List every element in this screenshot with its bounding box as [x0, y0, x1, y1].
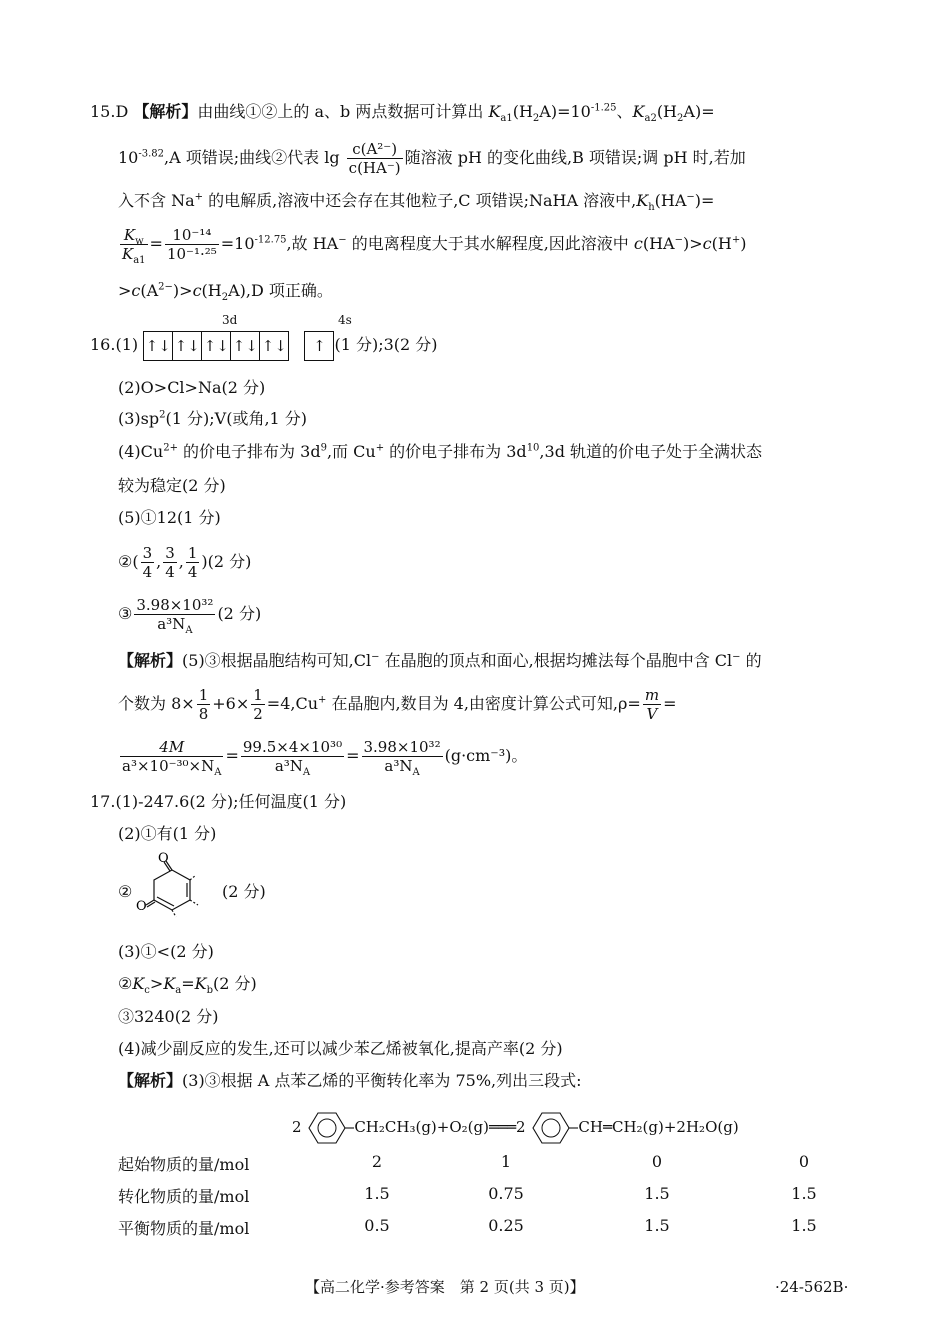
benzene-ring-icon: [306, 1111, 354, 1145]
orbital-box-4s: [304, 331, 334, 361]
orbital-4s-label: 4s: [338, 313, 352, 327]
coord-fraction: $\frac{3}{4}$: [165, 544, 175, 581]
svg-text:O: O: [136, 899, 147, 914]
svg-text:O: O: [158, 851, 169, 866]
density-fraction-1: $\frac{4M}{a^3\times 10^{-30}\times N_A}$: [122, 738, 222, 778]
ratio-fraction: $\frac{\text{10⁻¹⁴}}{\text{10⁻¹·²⁵}}$: [166, 226, 217, 263]
q16-line1: 16.(1) ↑↓ ↑↓ ↑↓ ↑↓ ↑↓ ↑ (1 分);3(2 分): [90, 330, 438, 361]
orbital-3d-label: 3d: [222, 313, 238, 327]
orbital-box: ↑↓: [202, 332, 231, 360]
density-fraction-2: $\frac{\text{99.5×4×10³⁰}}{a^3N_A}$: [242, 738, 343, 778]
q16-line6: (5)①12(1 分): [118, 508, 221, 527]
table-cell: 0.75: [488, 1184, 524, 1203]
q16-line3: $(3)sp^2(1$ 分);V(或角,1 分): [118, 409, 308, 428]
orbital-box: ↑↓: [260, 332, 289, 360]
q16-analysis-line2: 个数为 8× $\frac{1}{8}$ +6× $\frac{1}{2}$ =4,Cu+ 在晶胞内,数目为 4,由密度计算公式可知,ρ= $\frac{m}{V}$ =: [118, 686, 677, 723]
q16-line5: 较为稳定(2 分): [118, 476, 226, 495]
fraction-m-over-v: $\frac{m}{V}$: [644, 686, 660, 723]
table-cell: 1.5: [791, 1184, 817, 1203]
table-cell: 0: [651, 1152, 663, 1171]
q16-line8: ③ $\frac{\text{3.98×10³²}}{a^3N_A}$ (2 分): [118, 596, 262, 636]
q17-line7: (4)减少副反应的发生,还可以减少苯乙烯被氧化,提高产率(2 分): [118, 1039, 563, 1058]
q16-line2: (2)O>Cl>Na(2 分): [118, 378, 266, 397]
page-footer: 【高二化学·参考答案 第 2 页(共 3 页)】: [305, 1278, 585, 1296]
coord-fraction: $\frac{1}{4}$: [187, 544, 198, 581]
table-row-label: 平衡物质的量/mol: [118, 1219, 250, 1238]
q17-line3-tail: (2 分): [222, 882, 266, 901]
table-cell: 1.5: [644, 1184, 670, 1203]
q15-line3: 入不含 Na+ 的电解质,溶液中还会存在其他粒子,C 项错误;NaHA 溶液中$,K_h(HA^-)=$: [118, 191, 715, 214]
fraction-one-half: $\frac{1}{2}$: [253, 686, 263, 723]
reaction-equation: 2 CH₂CH₃(g)+O₂(g)═══2 CH═CH₂(g)+2H₂O(g): [292, 1111, 739, 1145]
table-cell: 0: [798, 1152, 810, 1171]
q16-line4: $(4)Cu^{2+}$ 的价电子排布为 $3d^9$,而 Cu+ 的价电子排布为 $3d^{10},3d$ 轨道的价电子处于全满状态: [118, 442, 763, 461]
table-cell: 0.5: [364, 1216, 390, 1235]
q15-line1: 15.D 【解析】由曲线①②上的 a、b 两点数据可计算出 $K_{a1}(H_2A)=10^{-1.25}$、$K_{a2}(H_2A)=$: [90, 102, 715, 125]
table-row-label: 起始物质的量/mol: [118, 1155, 250, 1174]
fraction-one-eighth: $\frac{1}{8}$: [198, 686, 209, 723]
q16-analysis-line1: 【解析】(5)③根据晶胞结构可知,Cl− 在晶胞的顶点和面心,根据均摊法每个晶胞中含 Cl− 的: [118, 651, 762, 670]
q16-line7: ②( $\frac{3}{4}$ , $\frac{3}{4}$ , $\frac{1}{4}$ )(2 分): [118, 544, 252, 581]
orbital-box: ↑↓: [231, 332, 260, 360]
orbital-box-3d: [143, 331, 289, 361]
density-fraction-3: $\frac{\text{3.98×10³²}}{a^3N_A}$: [363, 738, 441, 778]
q15-line4: $\frac{K_w}{K_{a1}}$ = $\frac{\text{10⁻¹⁴}}{\text{10⁻¹·²⁵}}$ $=10^{-12.75}$,故 HA− 的电离程度大于其水解程度,因此溶液中 c(HA−)>c(H+): [122, 226, 747, 266]
q17-line3: ②: [118, 882, 133, 901]
table-cell: 2: [371, 1152, 383, 1171]
analysis-label: 【解析】: [118, 651, 183, 670]
orbital-box: ↑↓: [173, 332, 202, 360]
q16-analysis-line3: $\frac{4M}{a^3\times 10^{-30}\times N_A}$ = $\frac{\text{99.5×4×10³⁰}}{a^3N_A}$ = $\frac{\text{3.98×10³²}}{a^3N_A}$ (g·cm⁻³)。: [122, 738, 528, 778]
orbital-box: ↑: [305, 332, 334, 360]
coord-fraction: $\frac{3}{4}$: [142, 544, 153, 581]
analysis-label: 【解析】: [118, 1071, 183, 1090]
q17-analysis: 【解析】(3)③根据 A 点苯乙烯的平衡转化率为 75%,列出三段式:: [118, 1071, 582, 1090]
quinone-structure-icon: [130, 850, 225, 922]
page-code: ·24-562B·: [775, 1278, 849, 1296]
q17-line5: $②K_c>K_a=K_b(2$ 分): [118, 974, 257, 997]
table-cell: 1: [500, 1152, 512, 1171]
table-cell: 1.5: [644, 1216, 670, 1235]
q15-line2: $10^{-3.82},A$ 项错误;曲线②代表 lg $\frac{\text{c(A²⁻)}}{c(HA^-)}$ 随溶液 pH 的变化曲线,B 项错误;调 pH 时,若加: [118, 140, 746, 177]
q17-line2: (2)①有(1 分): [118, 824, 217, 843]
table-cell: 1.5: [791, 1216, 817, 1235]
table-row-label: 转化物质的量/mol: [118, 1187, 250, 1206]
lg-fraction: $\frac{\text{c(A²⁻)}}{c(HA^-)}$: [348, 140, 401, 177]
density-fraction: $\frac{\text{3.98×10³²}}{a^3N_A}$: [136, 596, 214, 636]
table-cell: 1.5: [364, 1184, 390, 1203]
table-cell: 0.25: [488, 1216, 524, 1235]
q17-line4: (3)①<(2 分): [118, 942, 214, 961]
benzene-ring-icon: [530, 1111, 578, 1145]
orbital-box: ↑↓: [144, 332, 173, 360]
kw-ka1-fraction: $\frac{K_w}{K_{a1}}$: [122, 226, 146, 266]
analysis-label: 【解析】: [133, 102, 198, 121]
q17-line6: ③3240(2 分): [118, 1007, 219, 1026]
q17-line1: 17.(1)-247.6(2 分);任何温度(1 分): [90, 792, 347, 811]
q15-line5: $>c(A^{2-})>c(H_2A),D$ 项正确。: [118, 281, 333, 304]
